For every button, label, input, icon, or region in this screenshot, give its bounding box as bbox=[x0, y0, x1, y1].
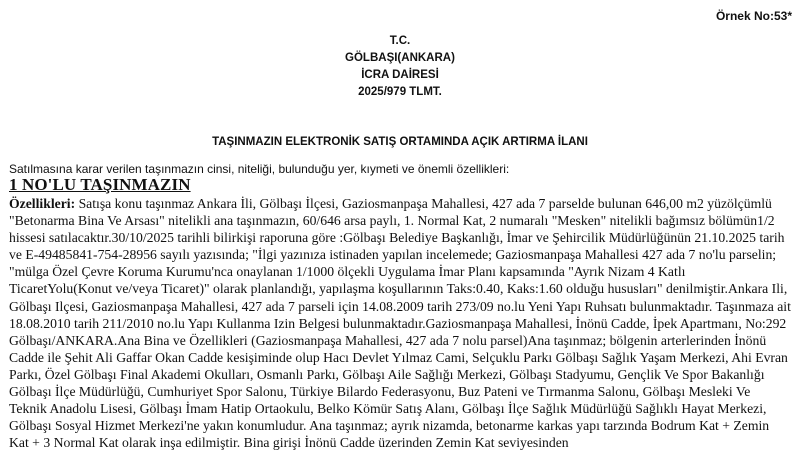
features-paragraph bbox=[9, 195, 791, 450]
features-text: Satışa konu taşınmaz Ankara İli, Gölbaşı İlçesi, Gaziosmanpaşa Mahallesi, 427 ada 7 parselde bulunan 646,00 m2 yüzölçümlü "Betonarma Bina Ve Arsası" nitelikli ana taşınmazın, 60/646 arsa paylı, 1. Normal Kat, 2 numaralı "Mesken" nitelikli bağımsız bölümün1/2 hissesi satılacaktır.30/10/2025 tarihli bilirkişi raporuna göre :Gölbaşı Belediye Başkanlığı, İmar ve Şehircilik Müdürlüğünün 21.10.2025 tarih ve E-49485841-754-28956 sayılı yazısında; "İlgi yazınıza istinaden yapılan incelemede; Gaziosmanpaşa Mahallesi 427 ada 7 no'lu parselin; "mülga Özel Çevre Koruma Kurumu'nca onaylanan 1/1000 ölçekli Uygulama İmar Planı kapsamında "Ayrık Nizam 4 Katlı TicaretYolu(Konut ve/veya Ticaret)" olarak planlandığı, yapılaşma koşullarının Taks:0.40, Kaks:1.60 olduğu hususları" denilmiştir.Ankara Ili, Gölbaşı Ilçesi, Gaziosmanpaşa Mahallesi, 427 ada 7 parseli için 14.08.2009 tarih 273/09 no.lu Yeni Yapı Ruhsatı bulunmaktadır. Taşınmaza ait 18.08.2010 tarih 211/2010 no.lu Yapı Kullanma Izin Belgesi bulunmaktadır.Gaziosmanpaşa Mahallesi, İnönü Cadde, İpek Apartmanı, No:292 Gölbaşı/ANKARA.Ana Bina ve Özellikleri (Gaziosmanpaşa Mahallesi, 427 ada 7 nolu parsel)Ana taşınmaz; bölgenin arterlerinden İnönü Cadde ile Şehit Ali Gaffar Okan Cadde kesişiminde olup Hacı Devlet Yılmaz Cami, Selçuklu Parkı Gölbaşı Sağlık Yaşam Merkezi, Ahi Evran Parkı, Özel Gölbaşı Final Akademi Okulları, Osmanlı Parkı, Gölbaşı Aile Sağlığı Merkezi, Gölbaşı Stadyumu, Gençlik Ve Spor Bakanlığı Gölbaşı İlçe Müdürlüğü, Cumhuriyet Spor Salonu, Türkiye Bilardo Federasyonu, Buz Pateni ve Tırmanma Salonu, Gölbaşı Mesleki Ve Teknik Anadolu Lisesi, Gölbaşı İmam Hatip Ortaokulu, Belko Kömür Satış Alanı, Gölbaşı İlçe Sağlık Müdürlüğü Sağlıklı Hayat Merkezi, Gölbaşı Sosyal Hizmet Merkezi'ne yakın konumludur. Ana taşınmaz; ayrık nizamda, betonarme karkas yapı tarzında Bodrum Kat + Zemin Kat + 3 Normal Kat olarak inşa edilmiştir. Bina girişi İnönü Cadde üzerinden Zemin Kat seviyesinden bbox=[9, 196, 791, 450]
intro-text: Satılmasına karar verilen taşınmazın cinsi, niteliği, bulunduğu yer, kıymeti ve önemli özellikleri: bbox=[9, 162, 510, 176]
header-country: T.C. bbox=[389, 35, 411, 47]
notice-title: TAŞINMAZIN ELEKTRONİK SATIŞ ORTAMINDA AÇIK ARTIRMA İLANI bbox=[212, 136, 588, 148]
header-office: İCRA DAİRESİ bbox=[361, 69, 439, 81]
header-district: GÖLBAŞI(ANKARA) bbox=[345, 52, 455, 64]
office-header bbox=[0, 33, 800, 101]
form-number: Örnek No:53* bbox=[715, 9, 792, 23]
header-file-number: 2025/979 TLMT. bbox=[358, 86, 442, 98]
section-heading: 1 NO'LU TAŞINMAZIN bbox=[9, 175, 191, 194]
features-label: Özellikleri: bbox=[9, 196, 76, 211]
